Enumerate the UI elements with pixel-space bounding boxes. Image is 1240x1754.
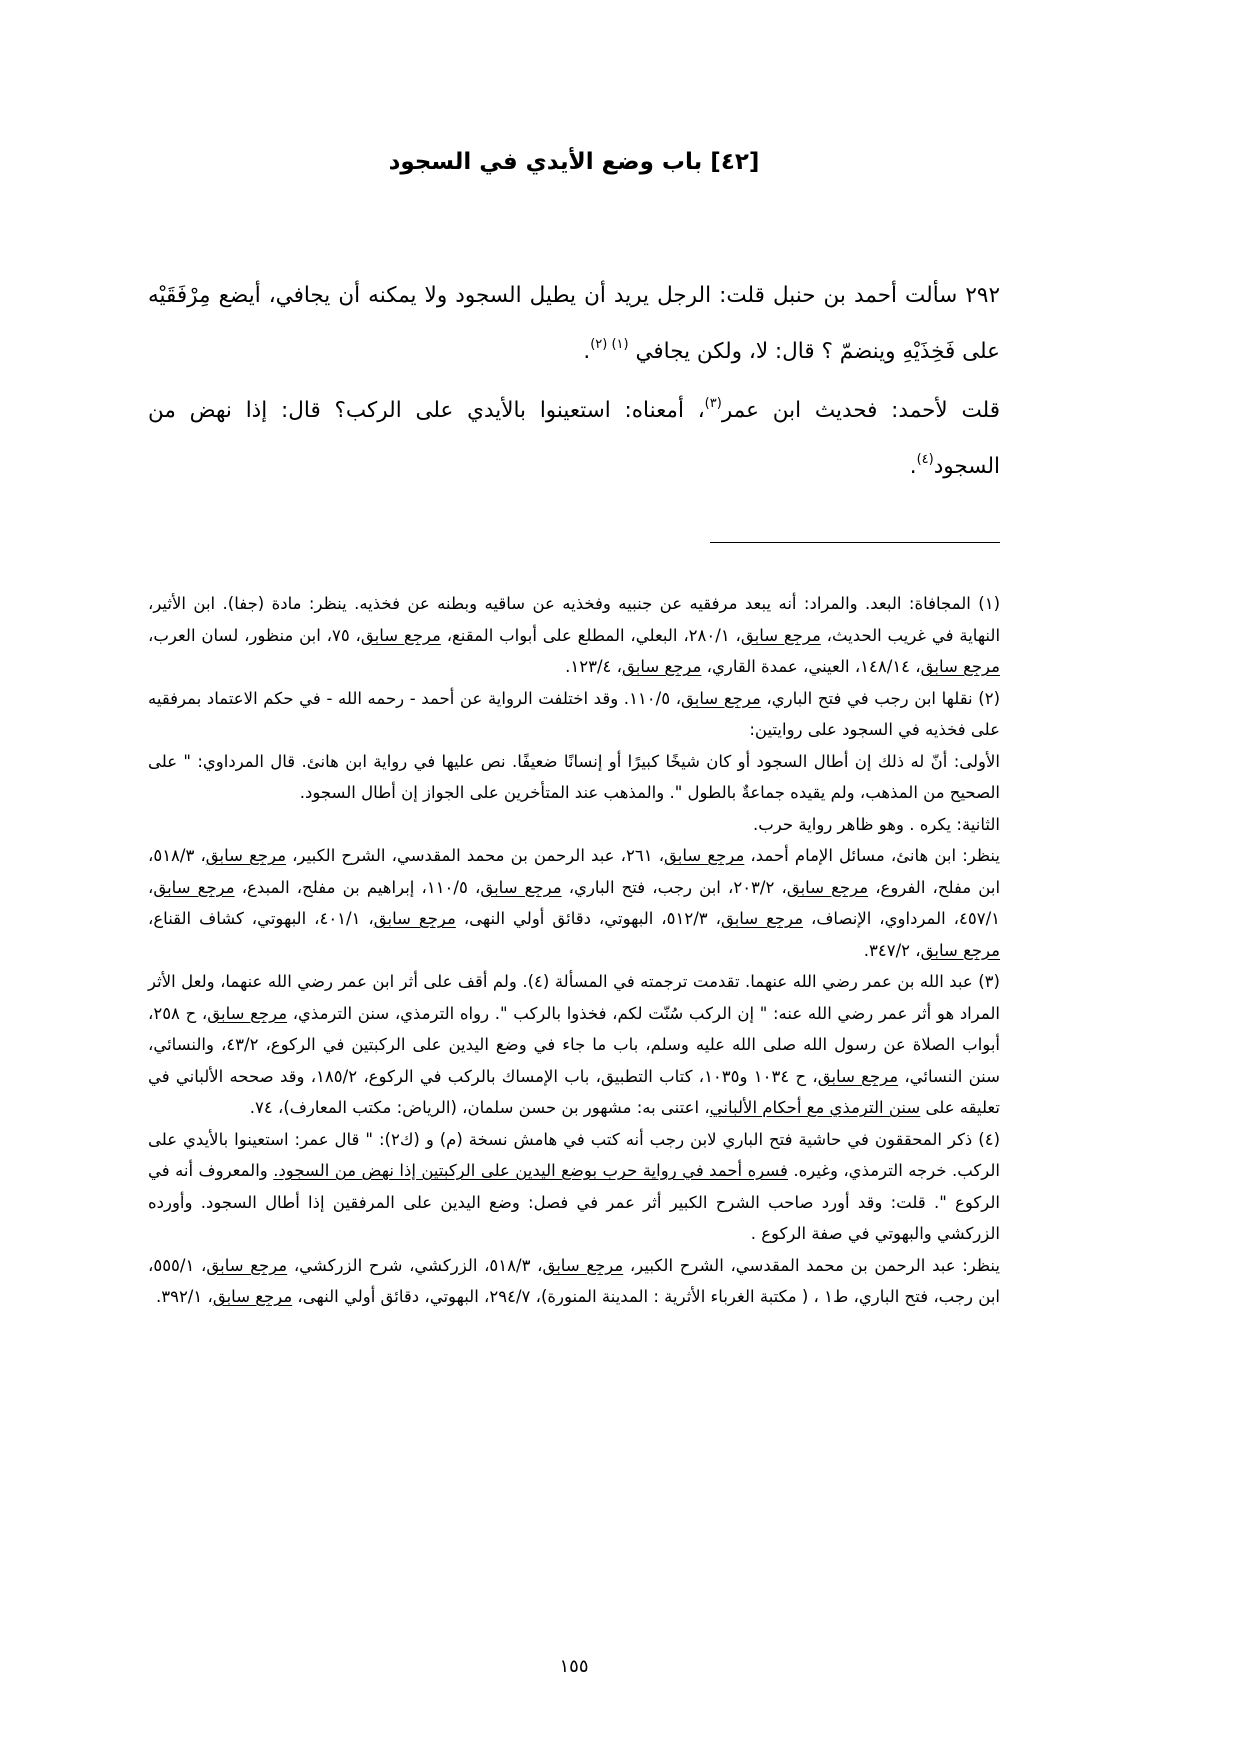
footnote-separator: [710, 542, 1000, 543]
underlined-quote: فسره أحمد في رواية حرب بوضع اليدين على الركبتين إذا نهض من السجود.: [273, 1161, 788, 1180]
footnote-ref-4[interactable]: (٤): [916, 451, 934, 467]
footnote-2-second-narration: الثانية: يكره . وهو ظاهر رواية حرب.: [753, 814, 1000, 834]
footnote-2: (٢) نقلها ابن رجب في فتح الباري، مرجع سابق، ١١٠/٥. وقد اختلفت الرواية عن أحمد - رحمه الله - في حكم الاعتماد بمرفقيه على فخذيه في السجود على روايتين:: [148, 688, 1001, 739]
reference-link: مرجع سابق: [205, 846, 287, 865]
reference-link: مرجع سابق: [153, 877, 235, 897]
reference-link: مرجع سابق: [681, 688, 761, 708]
footnote-2-sources: ينظر: ابن هانئ، مسائل الإمام أحمد، مرجع سابق، ٢٦١، عبد الرحمن بن محمد المقدسي، الشرح الكبير، مرجع سابق، ٥١٨/٣، ابن مفلح، الفروع، مرجع سابق، ٢٠٣/٢، ابن رجب، فتح الباري، مرجع سابق، ١١٠/٥، إبراهيم بن مفلح، المبدع، مرجع سابق، ٤٥٧/١، المرداوي، الإنصاف، مرجع سابق، ٥١٢/٣، البهوتي، دقائق أولي النهى، مرجع سابق، ٤٠١/١، البهوتي، كشاف القناع، مرجع سابق، ٣٤٧/٢.: [148, 846, 1001, 960]
paragraph-292: ٢٩٢ سألت أحمد بن حنبل قلت: الرجل يريد أن يطيل السجود ولا يمكنه أن يجافي، أيضع مِرْفَقَيْه على فَخِذَيْهِ وينضمّ ؟ قال: لا، ولكن يجافي $^{(١) (٢)}$.: [148, 283, 1000, 364]
book-title: سنن الترمذي مع أحكام الألباني: [709, 1098, 921, 1117]
main-text: [148, 268, 1000, 495]
footnote-ref-1-2[interactable]: (١) (٢): [590, 336, 629, 352]
reference-link: مرجع سابق: [740, 625, 821, 645]
reference-link: مرجع سابق: [920, 940, 1000, 960]
reference-link: مرجع سابق: [920, 657, 1000, 676]
reference-link: مرجع سابق: [212, 1287, 293, 1306]
footnote-1: (١) المجافاة: البعد. والمراد: أنه يبعد مرفقيه عن جنبيه وفخذيه عن ساقيه وبطنه عن فخذيه. ينظر: مادة (جفا). ابن الأثير، النهاية في غريب الحديث، مرجع سابق، ٢٨٠/١، البعلي، المطلع على أبواب المقنع، مرجع سابق، ٧٥، ابن منظور، لسان العرب، مرجع سابق، ١٤٨/١٤، العيني، عمدة القاري، مرجع سابق، ١٢٣/٤.: [148, 594, 1001, 676]
reference-link: مرجع سابق: [622, 657, 702, 676]
footnote-4: (٤) ذكر المحققون في حاشية فتح الباري لابن رجب أنه كتب في هامش نسخة (م) و (ك٢): " قال عمر: استعينوا بالأيدي على الركب. خرجه الترمذي، وغيره. فسره أحمد في رواية حرب بوضع اليدين على الركبتين إذا نهض من السجود. والمعروف أنه في الركوع ". قلت: وقد أورد صاحب الشرح الكبير أثر عمر في فصل: وضع اليدين على المرفقين إذا أطال السجود. وأورده الزركشي والبهوتي في صفة الركوع .: [148, 1129, 1001, 1243]
reference-link: مرجع سابق: [207, 1003, 288, 1023]
reference-link: مرجع سابق: [373, 909, 456, 928]
reference-link: مرجع سابق: [542, 1255, 624, 1275]
footnote-3: (٣) عبد الله بن عمر رضي الله عنهما. تقدمت ترجمته في المسألة (٤). ولم أقف على أثر ابن عمر رضي الله عنهما، ولعل الأثر المراد هو أثر عمر رضي الله عنه: " إن الركب سُنّت لكم، فخذوا بالركب ". رواه الترمذي، سنن الترمذي، مرجع سابق، ح ٢٥٨، أبواب الصلاة عن رسول الله صلى الله عليه وسلم، باب ما جاء في وضع اليدين على الركبتين في الركوع، ٤٣/٢، والنسائي، سنن النسائي، مرجع سابق، ح ١٠٣٤ و١٠٣٥، كتاب التطبيق، باب الإمساك بالركب في الركوع، ١٨٥/٢، وقد صححه الألباني في تعليقه على سنن الترمذي مع أحكام الألباني، اعتنى به: مشهور بن حسن سلمان، (الرياض: مكتب المعارف)، ٧٤.: [148, 972, 1001, 1117]
page-number: ١٥٥: [559, 1656, 589, 1677]
reference-link: مرجع سابق: [786, 877, 869, 897]
reference-link: مرجع سابق: [206, 1255, 288, 1275]
footnote-2-first-narration: الأولى: أنّ له ذلك إن أطال السجود أو كان شيخًا كبيرًا أو إنسانًا ضعيفًا. نص عليها في رواية ابن هانئ. قال المرداوي: " على الصحيح من المذهب، ولم يقيده جماعةٌ بالطول ". والمذهب عند المتأخرين على الجواز إن أطال السجود.: [148, 751, 1000, 802]
reference-link: مرجع سابق: [817, 1066, 899, 1086]
footnote-ref-3[interactable]: (٣): [704, 395, 722, 411]
reference-link: مرجع سابق: [480, 877, 562, 897]
reference-link: مرجع سابق: [720, 909, 804, 928]
footnotes: [148, 588, 1000, 1313]
reference-link: مرجع سابق: [360, 625, 441, 645]
reference-link: مرجع سابق: [664, 846, 745, 865]
footnote-4-sources: ينظر: عبد الرحمن بن محمد المقدسي، الشرح الكبير، مرجع سابق، ٥١٨/٣، الزركشي، شرح الزركشي، مرجع سابق، ٥٥٥/١، ابن رجب، فتح الباري، ط١ ، ( مكتبة الغرباء الأثرية : المدينة المنورة)، ٢٩٤/٧، البهوتي، دقائق أولي النهى، مرجع سابق، ٣٩٢/١.: [148, 1255, 1000, 1306]
paragraph-question: قلت لأحمد: فحديث ابن عمر$^{(٣)}$، أمعناه: استعينوا بالأيدي على الركب؟ قال: إذا نهض من السجود$^{(٤)}$.: [148, 395, 1000, 479]
chapter-title: [٤٢] باب وضع الأيدي في السجود: [388, 149, 760, 175]
